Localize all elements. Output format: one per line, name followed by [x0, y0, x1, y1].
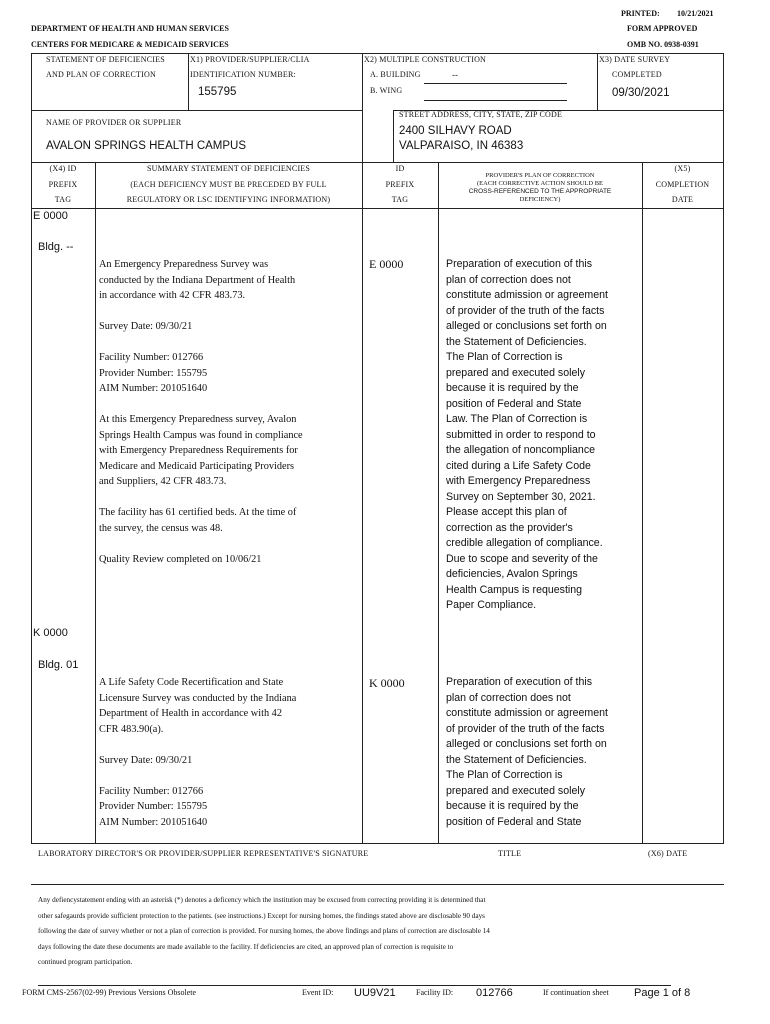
summary-header-3: REGULATORY OR LSC IDENTIFYING INFORMATION)	[126, 195, 331, 204]
event-id-value: UU9V21	[354, 987, 396, 999]
printed-label: PRINTED:	[621, 9, 660, 18]
k-summary: A Life Safety Code Recertification and State Licensure Survey was conducted by the Indiana Department of Health in accordance with 42 CFR 483.90(a). Survey Date: 09/30/21 Facility Number: 012766 Provider Number: 155795 AIM Number: 201051640	[99, 677, 297, 828]
k-tag: K 0000	[33, 627, 68, 639]
x1-label-2: IDENTIFICATION NUMBER:	[190, 70, 296, 79]
provider-id-value: 155795	[198, 86, 237, 98]
e-plan: Preparation of execution of this plan of correction does not constitute admission or agreement of provider of the truth of the facts alleged or conclusions set forth on the Statement of Deficiencies. The Plan of Correction is prepared and executed solely because it is required by the position of Federal and State Law. The Plan of Correction is submitted in order to respond to the allegation of noncompliance cited during a Life Safety Code with Emergency Preparedness Survey on September 30, 2021. Please accept this plan of correction as the provider's credible allegation of compliance. Due to scope and severity of the deficiencies, Avalon Springs Health Campus is requesting Paper Compliance.	[446, 258, 608, 611]
provider-name-value: AVALON SPRINGS HEALTH CAMPUS	[46, 140, 247, 152]
x3-label-2: COMPLETED	[612, 70, 662, 79]
centers-name: CENTERS FOR MEDICARE & MEDICAID SERVICES	[31, 40, 229, 49]
k-bldg: Bldg. 01	[38, 659, 79, 671]
facility-id-label: Facility ID:	[416, 988, 454, 997]
id-header-2: PREFIX	[385, 180, 415, 189]
building-value: --	[452, 70, 458, 80]
address-label: STREET ADDRESS, CITY, STATE, ZIP CODE	[399, 110, 563, 119]
k-plan: Preparation of execution of this plan of correction does not constitute admission or agreement of provider of the truth of the facts alleged or conclusions set forth on the Statement of Deficiencies. The Plan of Correction is prepared and executed solely because it is required by the position of Federal and State	[446, 676, 608, 828]
statement-label-1: STATEMENT OF DEFICIENCIES	[46, 55, 165, 64]
x4-header-1: (X4) ID	[49, 164, 77, 173]
e-tag: E 0000	[33, 210, 68, 222]
plan-header-4: DEFICIENCY)	[519, 196, 561, 203]
building-label: A. BUILDING	[370, 70, 421, 79]
printed-date: 10/21/2021	[677, 9, 714, 18]
summary-header-1: SUMMARY STATEMENT OF DEFICIENCIES	[146, 164, 311, 173]
e-summary: An Emergency Preparedness Survey was conducted by the Indiana Department of Health in accordance with 42 CFR 483.73. Survey Date: 09/30/21 Facility Number: 012766 Provider Number: 155795 AIM Number: 201051640 At this Emergency Preparedness survey, Avalon Springs Health Campus was found in compliance with Emergency Preparedness Requirements for Medicare and Medicaid Participating Providers and Suppliers, 42 CFR 483.73. The facility has 61 certified beds. At the time of the survey, the census was 48. Quality Review completed on 10/06/21	[99, 259, 303, 565]
page-number: Page 1 of 8	[634, 987, 691, 999]
summary-header-2: (EACH DEFICIENCY MUST BE PRECEDED BY FULL	[130, 180, 327, 189]
e-id-tag: E 0000	[369, 257, 404, 271]
plan-header-2: (EACH CORRECTIVE ACTION SHOULD BE	[476, 180, 604, 187]
x2-label: X2) MULTIPLE CONSTRUCTION	[364, 55, 487, 64]
plan-header-1: PROVIDER'S PLAN OF CORRECTION	[485, 172, 595, 179]
wing-label: B. WING	[370, 86, 403, 95]
disclaimer-text: Any defiencystatement ending with an asterisk (*) denotes a deficency which the institution may be excused from correcting providing it is determined that other safegaurds provide sufficient protection to the patients. (see instructions.) Except for nursing homes, the findings stated above are disclosable 90 days following the date of survey whether or not a plan of correction is provided. For nursing homes, the above findings and plans of correction are disclosable 14 days following the date these documents are made available to the facility. If deficiencies are cited, an approved plan of correction is requisite to continued program participation.	[38, 896, 490, 966]
id-header-1: ID	[395, 164, 405, 173]
x5-header-1: (X5)	[674, 164, 691, 173]
address-line-1: 2400 SILHAVY ROAD	[399, 125, 512, 137]
plan-header-3: CROSS-REFERENCED TO THE APPROPRIATE	[468, 188, 612, 195]
provider-name-label: NAME OF PROVIDER OR SUPPLIER	[46, 118, 182, 127]
id-header-3: TAG	[391, 195, 409, 204]
event-id-label: Event ID:	[302, 988, 334, 997]
title-label: TITLE	[498, 849, 522, 858]
date-label: (X6) DATE	[648, 849, 688, 858]
form-approved: FORM APPROVED	[627, 24, 698, 33]
x4-header-2: PREFIX	[48, 180, 78, 189]
x3-label-1: X3) DATE SURVEY	[599, 55, 671, 64]
e-bldg: Bldg. --	[38, 241, 74, 253]
x4-header-3: TAG	[54, 195, 72, 204]
department-name: DEPARTMENT OF HEALTH AND HUMAN SERVICES	[31, 24, 229, 33]
continuation-label: If continuation sheet	[543, 988, 609, 997]
form-number: FORM CMS-2567(02-99) Previous Versions Obsolete	[22, 988, 197, 997]
address-line-2: VALPARAISO, IN 46383	[399, 140, 524, 152]
omb-number: OMB NO. 0938-0391	[627, 40, 699, 49]
x5-header-2: COMPLETION	[655, 180, 710, 189]
statement-label-2: AND PLAN OF CORRECTION	[46, 70, 156, 79]
facility-id-value: 012766	[476, 987, 513, 999]
x1-label-1: X1) PROVIDER/SUPPLIER/CLIA	[190, 55, 310, 64]
survey-completed-date: 09/30/2021	[612, 87, 670, 99]
signature-label: LABORATORY DIRECTOR'S OR PROVIDER/SUPPLIER REPRESENTATIVE'S SIGNATURE	[38, 849, 369, 858]
x5-header-3: DATE	[671, 195, 694, 204]
k-id-tag: K 0000	[369, 676, 405, 690]
